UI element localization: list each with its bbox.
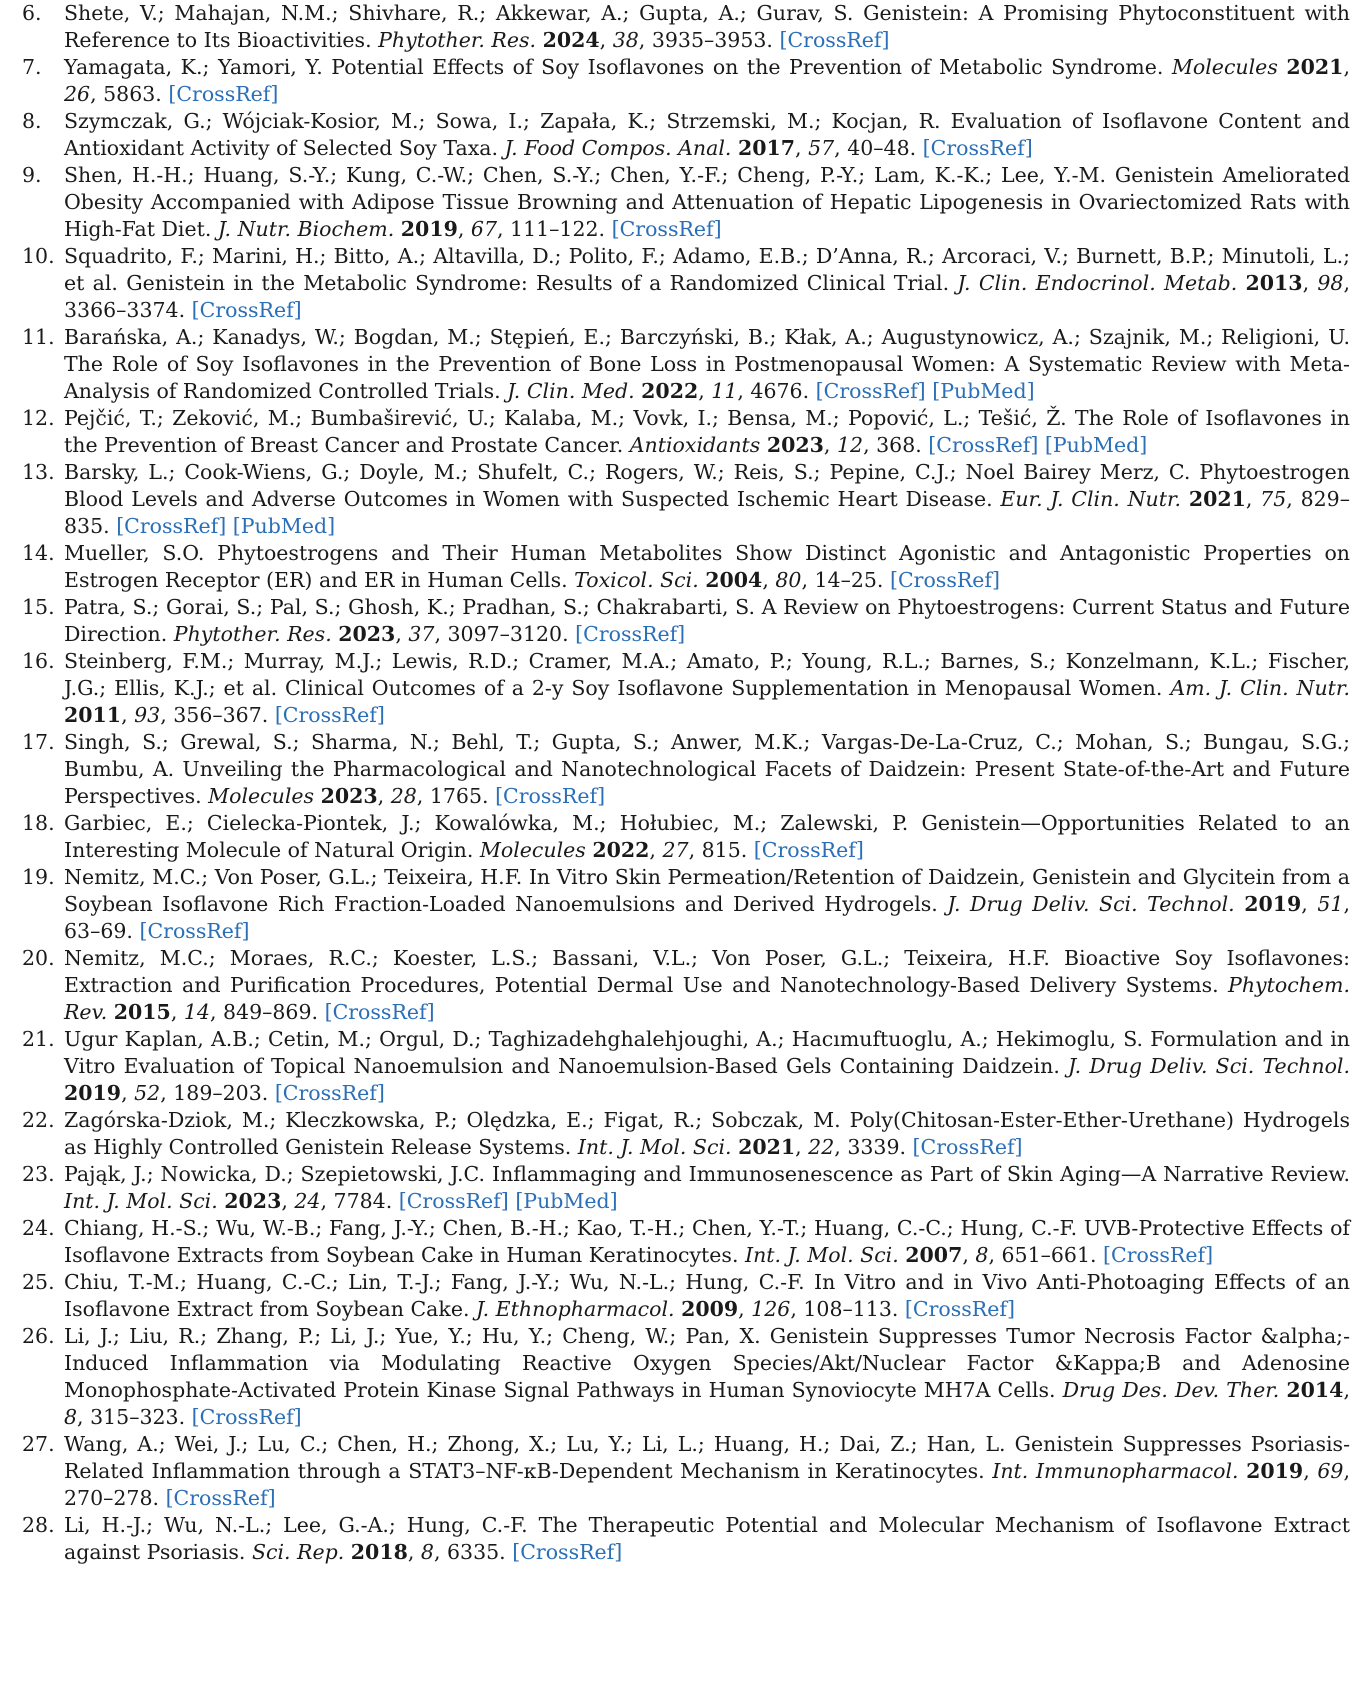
reference-volume: 11 (711, 379, 738, 403)
reference-journal: Phytochem. Rev. (64, 973, 1350, 1024)
reference-item (22, 810, 1350, 864)
reference-body: Nemitz, M.C.; Moraes, R.C.; Koester, L.S.; Bassani, V.L.; Von Poser, G.L.; Teixeira, H.F. Bioactive Soy Isoflavones: Extraction and Purification Procedures, Potential Dermal Use and Nanotechnology-Based Delivery Systems. Phytochem. Rev. 2015, 14, 849–869. [CrossRef] (64, 946, 1350, 1024)
reference-item (22, 243, 1350, 324)
reference-pages: 3366–3374. (64, 298, 186, 322)
reference-volume: 24 (294, 1189, 321, 1213)
reference-authors-title: Nemitz, M.C.; Moraes, R.C.; Koester, L.S.; Bassani, V.L.; Von Poser, G.L.; Teixeira, H.F. Bioactive Soy Isoflavones: Extraction and Purification Procedures, Potential Dermal Use and Nanotechnology-Based Delivery Systems. (64, 946, 1350, 997)
crossref-link[interactable]: [CrossRef] (779, 28, 890, 52)
crossref-link[interactable]: [CrossRef] (611, 217, 722, 241)
reference-links (612, 217, 722, 241)
reference-volume: 38 (612, 28, 639, 52)
reference-item (22, 0, 1350, 54)
reference-journal: Int. J. Mol. Sci. (577, 1135, 732, 1159)
reference-links (928, 433, 1147, 457)
reference-body: Barsky, L.; Cook-Wiens, G.; Doyle, M.; Shufelt, C.; Rogers, W.; Reis, S.; Pepine, C.J.; Noel Bairey Merz, C. Phytoestrogen Blood Levels and Adverse Outcomes in Women with Suspected Ischemic Heart Disease. Eur. J. Clin. Nutr. 2021, 75, 829–835. [CrossRef] [PubMed] (64, 460, 1350, 538)
crossref-link[interactable]: [CrossRef] (191, 298, 302, 322)
reference-volume: 52 (134, 1081, 161, 1105)
reference-number: 24. (22, 1216, 55, 1240)
reference-pages: 108–113. (803, 1297, 899, 1321)
reference-volume: 12 (836, 433, 864, 457)
crossref-link[interactable]: [CrossRef] (165, 1486, 276, 1510)
reference-links (905, 1297, 1015, 1321)
reference-year: 2021 (1188, 487, 1246, 511)
reference-item (22, 162, 1350, 243)
reference-body: Shen, H.-H.; Huang, S.-Y.; Kung, C.-W.; Chen, S.-Y.; Chen, Y.-F.; Cheng, P.-Y.; Lam, K.-K.; Lee, Y.-M. Genistein Ameliorated Obesity Accompanied with Adipose Tissue Browning and Attenuation of Hepatic Lipogenesis in Ovariectomized Rats with High-Fat Diet. J. Nutr. Biochem. 2019, 67, 111–122. [CrossRef] (64, 163, 1350, 241)
reference-item (22, 594, 1350, 648)
reference-year: 2014 (1286, 1378, 1344, 1402)
reference-body: Zagórska-Dziok, M.; Kleczkowska, P.; Olędzka, E.; Figat, R.; Sobczak, M. Poly(Chitosan-Ester-Ether-Urethane) Hydrogels as Highly Controlled Genistein Release Systems. Int. J. Mol. Sci. 2021, 22, 3339. [CrossRef] (64, 1108, 1350, 1159)
reference-pages: 14–25. (814, 568, 884, 592)
reference-links (923, 136, 1033, 160)
reference-authors-title: Pająk, J.; Nowicka, D.; Szepietowski, J.C. Inflammaging and Immunosenescence as Part of Skin Aging—A Narrative Review. (64, 1162, 1350, 1186)
reference-journal: Sci. Rep. (251, 1540, 345, 1564)
reference-number: 17. (22, 730, 55, 754)
crossref-link[interactable]: [CrossRef] (889, 568, 1001, 592)
reference-volume: 37 (408, 622, 435, 646)
reference-volume: 8 (64, 1405, 78, 1429)
reference-number: 9. (22, 163, 42, 187)
reference-volume: 98 (1317, 271, 1344, 295)
reference-body: Garbiec, E.; Cielecka-Piontek, J.; Kowalówka, M.; Hołubiec, M.; Zalewski, P. Genistein—Opportunities Related to an Interesting Molecule of Natural Origin. Molecules 2022, 27, 815. [CrossRef] (64, 811, 1350, 862)
reference-journal: J. Drug Deliv. Sci. Technol. (1068, 1054, 1350, 1078)
reference-body: Barańska, A.; Kanadys, W.; Bogdan, M.; Stępień, E.; Barczyński, B.; Kłak, A.; Augustynowicz, A.; Szajnik, M.; Religioni, U. The Role of Soy Isoflavones in the Prevention of Bone Loss in Postmenopausal Women: A Systematic Review with Meta-Analysis of Randomized Controlled Trials. J. Clin. Med. 2022, 11, 4676. [CrossRef] [PubMed] (64, 325, 1350, 403)
crossref-link[interactable]: [CrossRef] (274, 1081, 385, 1105)
reference-authors-title: Nemitz, M.C.; Von Poser, G.L.; Teixeira, H.F. In Vitro Skin Permeation/Retention of Daidzein, Genistein and Glycitein from a Soybean Isoflavone Rich Fraction-Loaded Nanoemulsions and Derived Hydrogels. (64, 865, 1350, 916)
reference-pages: 3339. (847, 1135, 906, 1159)
reference-links (913, 1135, 1023, 1159)
reference-volume: 126 (751, 1297, 791, 1321)
reference-number: 22. (22, 1108, 55, 1132)
reference-year: 2023 (320, 784, 378, 808)
reference-volume: 27 (662, 838, 689, 862)
reference-body: Szymczak, G.; Wójciak-Kosior, M.; Sowa, I.; Zapała, K.; Strzemski, M.; Kocjan, R. Evaluation of Isoflavone Content and Antioxidant Activity of Selected Soy Taxa. J. Food Compos. Anal. 2017, 57, 40–48. [CrossRef] (64, 109, 1350, 160)
reference-links (325, 1000, 435, 1024)
reference-authors-title: Ugur Kaplan, A.B.; Cetin, M.; Orgul, D.; Taghizadehghalehjoughi, A.; Hacımuftuoglu, A.; Hekimoglu, S. Formulation and in Vitro Evaluation of Topical Nanoemulsion and Nanoemulsion-Based Gels Containing Daidzein. (64, 1027, 1350, 1078)
reference-item (22, 1269, 1350, 1323)
reference-number: 27. (22, 1432, 55, 1456)
reference-authors-title: Li, J.; Liu, R.; Zhang, P.; Li, J.; Yue, Y.; Hu, Y.; Cheng, W.; Pan, X. Genistein Suppresses Tumor Necrosis Factor &alpha;-Induced Inflammation via Modulating Reactive Oxygen Species/Akt/Nuclear Factor &Kappa;B and Adenosine Monophosphate-Activated Protein Kinase Signal Pathways in Human Synoviocyte MH7A Cells. (64, 1324, 1350, 1402)
reference-year: 2019 (64, 1081, 122, 1105)
reference-number: 18. (22, 811, 55, 835)
reference-number: 12. (22, 406, 55, 430)
reference-item (22, 1431, 1350, 1512)
reference-number: 7. (22, 55, 42, 79)
reference-year: 2019 (400, 217, 458, 241)
crossref-link[interactable]: [CrossRef] (274, 703, 385, 727)
crossref-link[interactable]: [CrossRef] (139, 919, 250, 943)
reference-journal: J. Clin. Endocrinol. Metab. (957, 271, 1238, 295)
reference-body: Chiu, T.-M.; Huang, C.-C.; Lin, T.-J.; Fang, J.-Y.; Wu, N.-L.; Hung, C.-F. In Vitro and in Vivo Anti-Photoaging Effects of an Isoflavone Extract from Soybean Cake. J. Ethnopharmacol. 2009, 126, 108–113. [CrossRef] (64, 1270, 1350, 1321)
reference-authors-title: Mueller, S.O. Phytoestrogens and Their Human Metabolites Show Distinct Agonistic and Antagonistic Properties on Estrogen Receptor (ER) and ER in Human Cells. (64, 541, 1350, 592)
reference-links (116, 514, 335, 538)
reference-year: 2023 (338, 622, 396, 646)
reference-journal: Phytother. Res. (378, 28, 537, 52)
reference-item (22, 324, 1350, 405)
reference-authors-title: Chiu, T.-M.; Huang, C.-C.; Lin, T.-J.; Fang, J.-Y.; Wu, N.-L.; Hung, C.-F. In Vitro and in Vivo Anti-Photoaging Effects of an Isoflavone Extract from Soybean Cake. (64, 1270, 1350, 1321)
crossref-link[interactable]: [CrossRef] (398, 1189, 509, 1213)
crossref-link[interactable]: [CrossRef] (116, 514, 227, 538)
reference-journal: Molecules (479, 838, 586, 862)
crossref-link[interactable]: [CrossRef] (912, 1135, 1023, 1159)
reference-body: Nemitz, M.C.; Von Poser, G.L.; Teixeira, H.F. In Vitro Skin Permeation/Retention of Daidzein, Genistein and Glycitein from a Soybean Isoflavone Rich Fraction-Loaded Nanoemulsions and Derived Hydrogels. J. Drug Deliv. Sci. Technol. 2019, 51, 63–69. [CrossRef] (64, 865, 1350, 943)
reference-authors-title: Steinberg, F.M.; Murray, M.J.; Lewis, R.D.; Cramer, M.A.; Amato, P.; Young, R.L.; Barnes, S.; Konzelmann, K.L.; Fischer, J.G.; Ellis, K.J.; et al. Clinical Outcomes of a 2-y Soy Isoflavone Supplementation in Menopausal Women. (64, 649, 1350, 700)
reference-item (22, 108, 1350, 162)
reference-pages: 270–278. (64, 1486, 160, 1510)
reference-item (22, 1026, 1350, 1107)
reference-number: 25. (22, 1270, 55, 1294)
reference-pages: 315–323. (90, 1405, 186, 1429)
reference-number: 15. (22, 595, 55, 619)
reference-links (575, 622, 685, 646)
reference-number: 23. (22, 1162, 55, 1186)
reference-links (754, 838, 864, 862)
reference-year: 2021 (1286, 55, 1344, 79)
reference-body: Patra, S.; Gorai, S.; Pal, S.; Ghosh, K.; Pradhan, S.; Chakrabarti, S. A Review on Phytoestrogens: Current Status and Future Direction. Phytother. Res. 2023, 37, 3097–3120. [CrossRef] (64, 595, 1350, 646)
reference-pages: 356–367. (173, 703, 269, 727)
reference-journal: J. Clin. Med. (507, 379, 635, 403)
reference-year: 2022 (641, 379, 699, 403)
reference-year: 2017 (737, 136, 796, 160)
reference-pages: 40–48. (847, 136, 917, 160)
crossref-link[interactable]: [CrossRef] (815, 379, 926, 403)
reference-year: 2004 (705, 568, 763, 592)
reference-authors-title: Shete, V.; Mahajan, N.M.; Shivhare, R.; Akkewar, A.; Gupta, A.; Gurav, S. Genistein: A Promising Phytoconstituent with Reference to Its Bioactivities. (64, 1, 1350, 52)
pubmed-link[interactable]: [PubMed] (515, 1189, 618, 1213)
reference-volume: 80 (775, 568, 802, 592)
reference-volume: 14 (183, 1000, 210, 1024)
reference-links (192, 1405, 302, 1429)
reference-pages: 849–869. (223, 1000, 319, 1024)
reference-item (22, 540, 1350, 594)
pubmed-link[interactable]: [PubMed] (1044, 433, 1148, 457)
reference-body: Yamagata, K.; Yamori, Y. Potential Effects of Soy Isoflavones on the Prevention of Metabolic Syndrome. Molecules 2021, 26, 5863. [CrossRef] (64, 55, 1350, 106)
reference-pages: 6335. (447, 1540, 506, 1564)
reference-links (779, 28, 889, 52)
reference-pages: 368. (876, 433, 922, 457)
reference-authors-title: Szymczak, G.; Wójciak-Kosior, M.; Sowa, I.; Zapała, K.; Strzemski, M.; Kocjan, R. Evaluation of Isoflavone Content and Antioxidant Activity of Selected Soy Taxa. (64, 109, 1350, 160)
crossref-link[interactable]: [CrossRef] (753, 838, 864, 862)
reference-journal: Antioxidants (629, 433, 761, 457)
reference-item (22, 1107, 1350, 1161)
reference-body: Li, J.; Liu, R.; Zhang, P.; Li, J.; Yue, Y.; Hu, Y.; Cheng, W.; Pan, X. Genistein Suppresses Tumor Necrosis Factor &alpha;-Induced Inflammation via Modulating Reactive Oxygen Species/Akt/Nuclear Factor &Kappa;B and Adenosine Monophosphate-Activated Protein Kinase Signal Pathways in Human Synoviocyte MH7A Cells. Drug Des. Dev. Ther. 2014, 8, 315–323. [CrossRef] (64, 1324, 1350, 1429)
reference-journal: Int. Immunopharmacol. (992, 1459, 1239, 1483)
reference-authors-title: Li, H.-J.; Wu, N.-L.; Lee, G.-A.; Hung, C.-F. The Therapeutic Potential and Molecular Mechanism of Isoflavone Extract against Psoriasis. (64, 1513, 1350, 1564)
reference-pages: 829–835. (64, 487, 1350, 538)
reference-volume: 75 (1260, 487, 1287, 511)
reference-links (512, 1540, 622, 1564)
crossref-link[interactable]: [CrossRef] (495, 784, 606, 808)
reference-authors-title: Garbiec, E.; Cielecka-Piontek, J.; Kowalówka, M.; Hołubiec, M.; Zalewski, P. Genistein—Opportunities Related to an Interesting Molecule of Natural Origin. (64, 811, 1350, 862)
reference-body: Pająk, J.; Nowicka, D.; Szepietowski, J.C. Inflammaging and Immunosenescence as Part of Skin Aging—A Narrative Review. Int. J. Mol. Sci. 2023, 24, 7784. [CrossRef] [PubMed] (64, 1162, 1350, 1213)
reference-authors-title: Patra, S.; Gorai, S.; Pal, S.; Ghosh, K.; Pradhan, S.; Chakrabarti, S. A Review on Phytoestrogens: Current Status and Future Direction. (64, 595, 1350, 646)
reference-authors-title: Singh, S.; Grewal, S.; Sharma, N.; Behl, T.; Gupta, S.; Anwer, M.K.; Vargas-De-La-Cruz, C.; Mohan, S.; Bungau, S.G.; Bumbu, A. Unveiling the Pharmacological and Nanotechnological Facets of Daidzein: Present State-of-the-Art and Future Perspectives. (64, 730, 1350, 808)
pubmed-link[interactable]: [PubMed] (932, 379, 1035, 403)
crossref-link[interactable]: [CrossRef] (191, 1405, 302, 1429)
reference-year: 2023 (224, 1189, 282, 1213)
reference-links (399, 1189, 618, 1213)
reference-links (275, 1081, 385, 1105)
reference-authors-title: Wang, A.; Wei, J.; Lu, C.; Chen, H.; Zhong, X.; Lu, Y.; Li, L.; Huang, H.; Dai, Z.; Han, L. Genistein Suppresses Psoriasis-Related Inflammation through a STAT3–NF-κB-Dependent Mechanism in Keratinocytes. (64, 1432, 1350, 1483)
reference-body: Squadrito, F.; Marini, H.; Bitto, A.; Altavilla, D.; Polito, F.; Adamo, E.B.; D’Anna, R.; Arcoraci, V.; Burnett, B.P.; Minutoli, L.; et al. Genistein in the Metabolic Syndrome: Results of a Randomized Clinical Trial. J. Clin. Endocrinol. Metab. 2013, 98, 3366–3374. [CrossRef] (64, 244, 1350, 322)
reference-body: Singh, S.; Grewal, S.; Sharma, N.; Behl, T.; Gupta, S.; Anwer, M.K.; Vargas-De-La-Cruz, C.; Mohan, S.; Bungau, S.G.; Bumbu, A. Unveiling the Pharmacological and Nanotechnological Facets of Daidzein: Present State-of-the-Art and Future Perspectives. Molecules 2023, 28, 1765. [CrossRef] (64, 730, 1350, 808)
reference-item (22, 864, 1350, 945)
reference-number: 16. (22, 649, 55, 673)
reference-authors-title: Shen, H.-H.; Huang, S.-Y.; Kung, C.-W.; Chen, S.-Y.; Chen, Y.-F.; Cheng, P.-Y.; Lam, K.-K.; Lee, Y.-M. Genistein Ameliorated Obesity Accompanied with Adipose Tissue Browning and Attenuation of Hepatic Lipogenesis in Ovariectomized Rats with High-Fat Diet. (64, 163, 1350, 241)
reference-item (22, 729, 1350, 810)
reference-item (22, 945, 1350, 1026)
reference-body: Ugur Kaplan, A.B.; Cetin, M.; Orgul, D.; Taghizadehghalehjoughi, A.; Hacımuftuoglu, A.; Hekimoglu, S. Formulation and in Vitro Evaluation of Topical Nanoemulsion and Nanoemulsion-Based Gels Containing Daidzein. J. Drug Deliv. Sci. Technol. 2019, 52, 189–203. [CrossRef] (64, 1027, 1350, 1105)
pubmed-link[interactable]: [PubMed] (232, 514, 336, 538)
reference-links (168, 82, 278, 106)
reference-number: 6. (22, 1, 42, 25)
reference-body: Chiang, H.-S.; Wu, W.-B.; Fang, J.-Y.; Chen, B.-H.; Kao, T.-H.; Chen, Y.-T.; Huang, C.-C.; Hung, C.-F. UVB-Protective Effects of Isoflavone Extracts from Soybean Cake in Human Keratinocytes. Int. J. Mol. Sci. 2007, 8, 651–661. [CrossRef] (64, 1216, 1350, 1267)
reference-pages: 7784. (333, 1189, 393, 1213)
reference-year: 2013 (1245, 271, 1303, 295)
reference-number: 26. (22, 1324, 55, 1348)
reference-body: Mueller, S.O. Phytoestrogens and Their Human Metabolites Show Distinct Agonistic and Antagonistic Properties on Estrogen Receptor (ER) and ER in Human Cells. Toxicol. Sci. 2004, 80, 14–25. [CrossRef] (64, 541, 1350, 592)
reference-journal: Toxicol. Sci. (574, 568, 699, 592)
reference-pages: 5863. (103, 82, 162, 106)
reference-authors-title: Barańska, A.; Kanadys, W.; Bogdan, M.; Stępień, E.; Barczyński, B.; Kłak, A.; Augustynowicz, A.; Szajnik, M.; Religioni, U. The Role of Soy Isoflavones in the Prevention of Bone Loss in Postmenopausal Women: A Systematic Review with Meta-Analysis of Randomized Controlled Trials. (64, 325, 1350, 403)
reference-item (22, 1323, 1350, 1431)
reference-links (275, 703, 385, 727)
reference-links (139, 919, 249, 943)
reference-authors-title: Zagórska-Dziok, M.; Kleczkowska, P.; Olędzka, E.; Figat, R.; Sobczak, M. Poly(Chitosan-Ester-Ether-Urethane) Hydrogels as Highly Controlled Genistein Release Systems. (64, 1108, 1350, 1159)
reference-journal: Int. J. Mol. Sci. (745, 1243, 899, 1267)
reference-journal: J. Food Compos. Anal. (504, 136, 732, 160)
reference-number: 28. (22, 1513, 55, 1537)
reference-links (1103, 1243, 1213, 1267)
reference-number: 21. (22, 1027, 55, 1051)
reference-body: Li, H.-J.; Wu, N.-L.; Lee, G.-A.; Hung, C.-F. The Therapeutic Potential and Molecular Mechanism of Isoflavone Extract against Psoriasis. Sci. Rep. 2018, 8, 6335. [CrossRef] (64, 1513, 1350, 1564)
reference-number: 11. (22, 325, 55, 349)
reference-year: 2021 (738, 1135, 796, 1159)
crossref-link[interactable]: [CrossRef] (168, 82, 279, 106)
reference-links (192, 298, 302, 322)
reference-pages: 1765. (429, 784, 489, 808)
reference-links (890, 568, 1000, 592)
reference-volume: 28 (390, 784, 417, 808)
crossref-link[interactable]: [CrossRef] (1103, 1243, 1214, 1267)
reference-pages: 111–122. (510, 217, 606, 241)
reference-number: 13. (22, 460, 55, 484)
reference-pages: 3935–3953. (651, 28, 773, 52)
reference-item (22, 54, 1350, 108)
reference-list (22, 0, 1350, 1566)
reference-year: 2015 (113, 1000, 171, 1024)
reference-body: Pejčić, T.; Zeković, M.; Bumbaširević, U.; Kalaba, M.; Vovk, I.; Bensa, M.; Popović, L.; Tešić, Ž. The Role of Isoflavones in the Prevention of Breast Cancer and Prostate Cancer. Antioxidants 2023, 12, 368. [CrossRef] [PubMed] (64, 406, 1350, 457)
reference-journal: Int. J. Mol. Sci. (64, 1189, 218, 1213)
reference-year: 2011 (64, 703, 122, 727)
reference-pages: 651–661. (1001, 1243, 1097, 1267)
reference-body: Steinberg, F.M.; Murray, M.J.; Lewis, R.D.; Cramer, M.A.; Amato, P.; Young, R.L.; Barnes, S.; Konzelmann, K.L.; Fischer, J.G.; Ellis, K.J.; et al. Clinical Outcomes of a 2-y Soy Isoflavone Supplementation in Menopausal Women. Am. J. Clin. Nutr. 2011, 93, 356–367. [CrossRef] (64, 649, 1350, 727)
reference-year: 2019 (1246, 1459, 1304, 1483)
reference-item (22, 1215, 1350, 1269)
reference-volume: 57 (808, 136, 835, 160)
crossref-link[interactable]: [CrossRef] (928, 433, 1039, 457)
reference-number: 20. (22, 946, 55, 970)
crossref-link[interactable]: [CrossRef] (904, 1297, 1015, 1321)
reference-number: 19. (22, 865, 55, 889)
reference-journal: J. Ethnopharmacol. (476, 1297, 675, 1321)
reference-number: 14. (22, 541, 55, 565)
reference-pages: 189–203. (173, 1081, 269, 1105)
reference-authors-title: Yamagata, K.; Yamori, Y. Potential Effects of Soy Isoflavones on the Prevention of Metabolic Syndrome. (64, 55, 1164, 79)
reference-links (495, 784, 605, 808)
reference-journal: Molecules (208, 784, 315, 808)
reference-pages: 815. (701, 838, 748, 862)
reference-journal: J. Nutr. Biochem. (217, 217, 395, 241)
reference-authors-title: Barsky, L.; Cook-Wiens, G.; Doyle, M.; Shufelt, C.; Rogers, W.; Reis, S.; Pepine, C.J.; Noel Bairey Merz, C. Phytoestrogen Blood Levels and Adverse Outcomes in Women with Suspected Ischemic Heart Disease. (64, 460, 1350, 511)
crossref-link[interactable]: [CrossRef] (512, 1540, 623, 1564)
reference-year: 2018 (350, 1540, 408, 1564)
reference-item (22, 1512, 1350, 1566)
reference-links (816, 379, 1035, 403)
reference-journal: Am. J. Clin. Nutr. (1170, 676, 1350, 700)
reference-volume: 26 (64, 82, 91, 106)
reference-year: 2007 (905, 1243, 963, 1267)
crossref-link[interactable]: [CrossRef] (922, 136, 1033, 160)
reference-journal: Molecules (1171, 55, 1278, 79)
reference-year: 2019 (1244, 892, 1302, 916)
reference-item (22, 405, 1350, 459)
reference-volume: 93 (134, 703, 161, 727)
reference-journal: Drug Des. Dev. Ther. (1062, 1378, 1280, 1402)
reference-pages: 63–69. (64, 919, 133, 943)
crossref-link[interactable]: [CrossRef] (575, 622, 686, 646)
reference-volume: 8 (975, 1243, 989, 1267)
reference-volume: 69 (1317, 1459, 1344, 1483)
reference-journal: Eur. J. Clin. Nutr. (1000, 487, 1182, 511)
reference-authors-title: Chiang, H.-S.; Wu, W.-B.; Fang, J.-Y.; Chen, B.-H.; Kao, T.-H.; Chen, Y.-T.; Huang, C.-C.; Hung, C.-F. UVB-Protective Effects of Isoflavone Extracts from Soybean Cake in Human Keratinocytes. (64, 1216, 1350, 1267)
reference-authors-title: Squadrito, F.; Marini, H.; Bitto, A.; Altavilla, D.; Polito, F.; Adamo, E.B.; D’Anna, R.; Arcoraci, V.; Burnett, B.P.; Minutoli, L.; et al. Genistein in the Metabolic Syndrome: Results of a Randomized Clinical Trial. (64, 244, 1350, 295)
reference-volume: 22 (808, 1135, 835, 1159)
reference-journal: J. Drug Deliv. Sci. Technol. (947, 892, 1235, 916)
reference-volume: 51 (1317, 892, 1344, 916)
reference-volume: 67 (470, 217, 497, 241)
reference-item (22, 1161, 1350, 1215)
reference-body: Wang, A.; Wei, J.; Lu, C.; Chen, H.; Zhong, X.; Lu, Y.; Li, L.; Huang, H.; Dai, Z.; Han, L. Genistein Suppresses Psoriasis-Related Inflammation through a STAT3–NF-κB-Dependent Mechanism in Keratinocytes. Int. Immunopharmacol. 2019, 69, 270–278. [CrossRef] (64, 1432, 1350, 1510)
reference-item (22, 459, 1350, 540)
reference-year: 2022 (592, 838, 650, 862)
reference-number: 8. (22, 109, 42, 133)
crossref-link[interactable]: [CrossRef] (324, 1000, 435, 1024)
reference-pages: 4676. (750, 379, 810, 403)
reference-body: Shete, V.; Mahajan, N.M.; Shivhare, R.; Akkewar, A.; Gupta, A.; Gurav, S. Genistein: A Promising Phytoconstituent with Reference to Its Bioactivities. Phytother. Res. 2024, 38, 3935–3953. [CrossRef] (64, 1, 1350, 52)
reference-year: 2009 (681, 1297, 739, 1321)
reference-authors-title: Pejčić, T.; Zeković, M.; Bumbaširević, U.; Kalaba, M.; Vovk, I.; Bensa, M.; Popović, L.; Tešić, Ž. The Role of Isoflavones in the Prevention of Breast Cancer and Prostate Cancer. (64, 406, 1350, 457)
reference-pages: 3097–3120. (447, 622, 569, 646)
reference-year: 2024 (542, 28, 600, 52)
reference-year: 2023 (766, 433, 824, 457)
reference-links (166, 1486, 276, 1510)
reference-number: 10. (22, 244, 55, 268)
reference-journal: Phytother. Res. (173, 622, 332, 646)
reference-volume: 8 (420, 1540, 434, 1564)
reference-item (22, 648, 1350, 729)
